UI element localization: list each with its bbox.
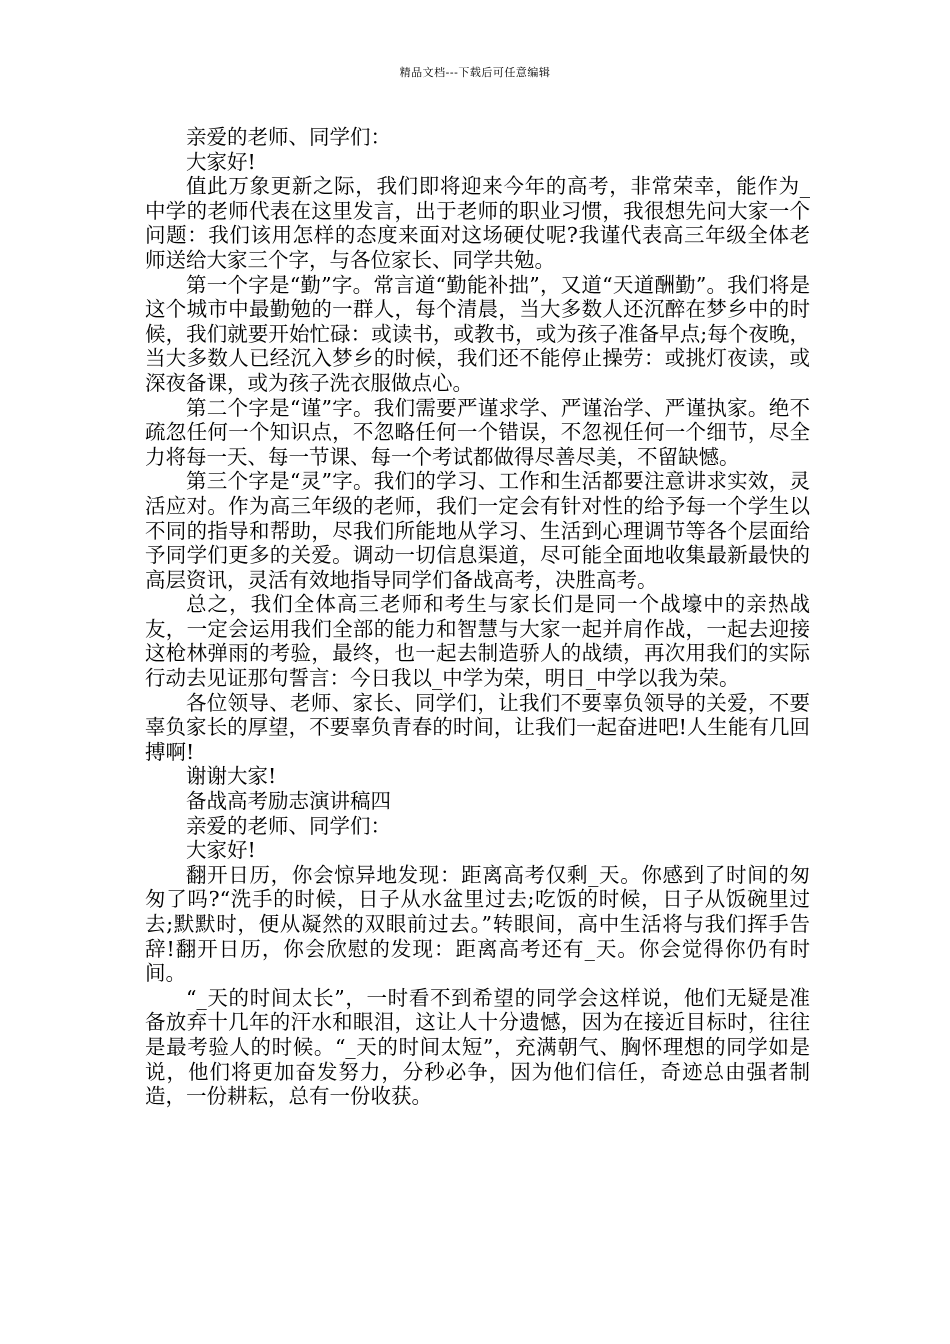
salutation: 亲爱的老师、同学们： <box>186 125 391 149</box>
salutation: 亲爱的老师、同学们： <box>186 813 391 838</box>
greeting: 大家好! <box>186 149 256 174</box>
closing: 谢谢大家! <box>186 764 277 789</box>
greeting: 大家好! <box>186 838 256 863</box>
body-paragraph: 各位领导、老师、家长、同学们，让我们不要辜负领导的关爱，不要辜负家长的厚望，不要辜负青春的时间，让我们一起奋进吧!人生能有几回搏啊! <box>145 690 810 764</box>
section-title: 备战高考励志演讲稿四 <box>186 789 391 814</box>
body-paragraph: 第二个字是“谨”字。我们需要严谨求学、严谨治学、严谨执家。绝不疏忽任何一个知识点，不忽略任何一个错误，不忽视任何一个细节，尽全力将每一天、每一节课、每一个考试都做得尽善尽美，不留缺憾。 <box>145 395 810 469</box>
body-paragraph: 第三个字是“灵”字。我们的学习、工作和生活都要注意讲求实效，灵活应对。作为高三年级的老师，我们一定会有针对性的给予每一个学生以不同的指导和帮助，尽我们所能地从学习、生活到心理调节等各个层面给予同学们更多的关爱。调动一切信息渠道，尽可能全面地收集最新最快的高层资讯，灵活有效地指导同学们备战高考，决胜高考。 <box>145 469 810 592</box>
page-header: 精品文档---下载后可任意编辑 <box>399 66 551 79</box>
body-paragraph: 第一个字是“勤”字。常言道“勤能补拙”，又道“天道酬勤”。我们将是这个城市中最勤勉的一群人，每个清晨，当大多数人还沉醉在梦乡中的时候，我们就要开始忙碌：或读书，或教书，或为孩子准备早点;每个夜晚，当大多数人已经沉入梦乡的时候，我们还不能停止操劳：或挑灯夜读，或深夜备课，或为孩子洗衣服做点心。 <box>145 272 810 395</box>
document-body <box>145 125 810 1109</box>
body-paragraph: “_天的时间太长”，一时看不到希望的同学会这样说，他们无疑是准备放弃十几年的汗水和眼泪，这让人十分遗憾，因为在接近目标时，往往是最考验人的时候。“_天的时间太短”，充满朝气、胸怀理想的同学如是说，他们将更加奋发努力，分秒必争，因为他们信任，奇迹总由强者制造，一份耕耘，总有一份收获。 <box>145 985 810 1109</box>
body-paragraph: 总之，我们全体高三老师和考生与家长们是同一个战壕中的亲热战友，一定会运用我们全部的能力和智慧与大家一起并肩作战，一起去迎接这枪林弹雨的考验，最终，也一起去制造骄人的战绩，再次用我们的实际行动去见证那句誓言：今日我以_中学为荣，明日_中学以我为荣。 <box>145 592 810 691</box>
body-paragraph: 翻开日历，你会惊异地发现：距离高考仅剩_天。你感到了时间的匆匆了吗?“洗手的时候，日子从水盆里过去;吃饭的时候，日子从饭碗里过去;默默时，便从凝然的双眼前过去。”转眼间，高中生活将与我们挥手告辞!翻开日历，你会欣慰的发现：距离高考还有_天。你会觉得你仍有时间。 <box>145 862 810 986</box>
body-paragraph: 值此万象更新之际，我们即将迎来今年的高考，非常荣幸，能作为_中学的老师代表在这里发言，出于老师的职业习惯，我很想先问大家一个问题：我们该用怎样的态度来面对这场硬仗呢?我谨代表高三年级全体老师送给大家三个字，与各位家长、同学共勉。 <box>145 174 810 272</box>
